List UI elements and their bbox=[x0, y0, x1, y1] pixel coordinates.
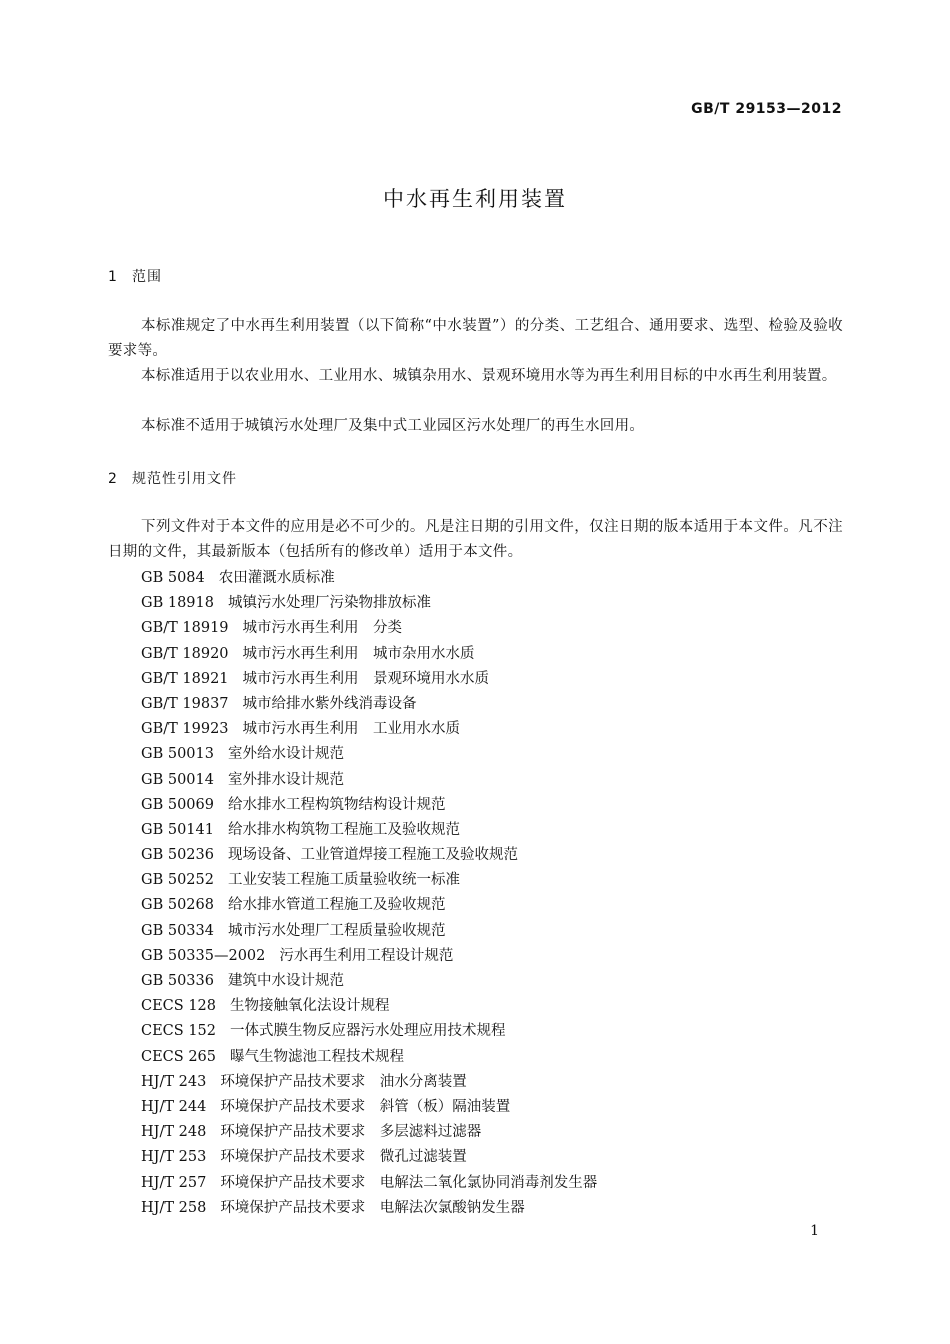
reference-item bbox=[141, 893, 597, 918]
reference-item bbox=[141, 616, 597, 641]
standard-code: GB/T 29153—2012 bbox=[691, 101, 842, 117]
reference-title: 生物接触氧化法设计规程 bbox=[230, 998, 390, 1015]
reference-title: 城市给排水紫外线消毒设备 bbox=[242, 695, 417, 712]
reference-title: 城市污水再生利用 工业用水水质 bbox=[242, 721, 461, 738]
reference-item bbox=[141, 566, 597, 591]
reference-item bbox=[141, 667, 597, 692]
reference-item bbox=[141, 843, 597, 868]
reference-title: 现场设备、工业管道焊接工程施工及验收规范 bbox=[227, 847, 518, 864]
reference-item bbox=[141, 793, 597, 818]
reference-code: HJ/T 253 bbox=[141, 1149, 207, 1166]
reference-code: GB/T 18921 bbox=[141, 670, 229, 687]
reference-title: 环境保护产品技术要求 电解法二氧化氯协同消毒剂发生器 bbox=[220, 1174, 598, 1191]
reference-code: GB 50268 bbox=[141, 897, 214, 914]
reference-title: 环境保护产品技术要求 斜管（板）隔油装置 bbox=[220, 1098, 511, 1115]
reference-code: GB 50334 bbox=[141, 922, 214, 939]
paragraph: 本标准适用于以农业用水、工业用水、城镇杂用水、景观环境用水等为再生利用目标的中水再生利用装置。 bbox=[141, 368, 837, 384]
reference-item bbox=[141, 1120, 597, 1145]
reference-title: 城市污水再生利用 分类 bbox=[242, 620, 403, 637]
reference-title: 污水再生利用工程设计规范 bbox=[279, 947, 454, 964]
reference-code: HJ/T 248 bbox=[141, 1124, 207, 1141]
reference-list bbox=[141, 566, 597, 1221]
reference-code: GB 50336 bbox=[141, 973, 214, 989]
reference-title: 给水排水构筑物工程施工及验收规范 bbox=[227, 821, 460, 838]
reference-code: HJ/T 257 bbox=[141, 1174, 207, 1191]
reference-item bbox=[141, 1095, 597, 1120]
reference-title: 建筑中水设计规范 bbox=[227, 973, 344, 989]
paragraph: 下列文件对于本文件的应用是必不可少的。凡是注日期的引用文件，仅注日期的版本适用于本文件。凡不注日期的文件，其最新版本（包括所有的修改单）适用于本文件。 bbox=[108, 519, 843, 560]
reference-item bbox=[141, 717, 597, 742]
reference-item bbox=[141, 742, 597, 767]
reference-title: 给水排水管道工程施工及验收规范 bbox=[227, 897, 446, 914]
reference-title: 室外给水设计规范 bbox=[227, 746, 344, 763]
reference-code: CECS 128 bbox=[141, 998, 216, 1015]
reference-code: GB 50014 bbox=[141, 771, 214, 788]
section-title: 范围 bbox=[132, 269, 162, 285]
reference-code: GB 50335—2002 bbox=[141, 947, 266, 964]
reference-code: GB/T 18920 bbox=[141, 645, 229, 662]
page-number: 1 bbox=[810, 1223, 819, 1239]
reference-code: GB 50236 bbox=[141, 847, 214, 864]
reference-item bbox=[141, 868, 597, 893]
reference-title: 工业安装工程施工质量验收统一标准 bbox=[227, 872, 460, 889]
reference-item bbox=[141, 1045, 597, 1070]
document-title: 中水再生利用装置 bbox=[383, 187, 567, 211]
section-2-heading bbox=[108, 468, 237, 488]
section-1-heading bbox=[108, 266, 162, 286]
reference-item bbox=[141, 944, 597, 969]
reference-item bbox=[141, 919, 597, 944]
reference-code: HJ/T 258 bbox=[141, 1199, 207, 1216]
reference-title: 环境保护产品技术要求 电解法次氯酸钠发生器 bbox=[220, 1199, 525, 1216]
reference-item bbox=[141, 1145, 597, 1170]
reference-title: 环境保护产品技术要求 多层滤料过滤器 bbox=[220, 1124, 482, 1141]
reference-item bbox=[141, 969, 597, 994]
section-number: 1 bbox=[108, 269, 118, 285]
reference-code: HJ/T 244 bbox=[141, 1098, 207, 1115]
reference-item bbox=[141, 642, 597, 667]
paragraph: 本标准不适用于城镇污水处理厂及集中式工业园区污水处理厂的再生水回用。 bbox=[141, 418, 645, 434]
reference-title: 城市污水处理厂工程质量验收规范 bbox=[227, 922, 446, 939]
reference-item bbox=[141, 591, 597, 616]
reference-item bbox=[141, 768, 597, 793]
reference-code: GB/T 19837 bbox=[141, 695, 229, 712]
reference-code: HJ/T 243 bbox=[141, 1073, 207, 1090]
reference-code: GB 50069 bbox=[141, 796, 214, 813]
reference-title: 给水排水工程构筑物结构设计规范 bbox=[227, 796, 446, 813]
reference-item bbox=[141, 692, 597, 717]
reference-item bbox=[141, 1019, 597, 1044]
reference-item bbox=[141, 994, 597, 1019]
reference-item bbox=[141, 1070, 597, 1095]
reference-code: GB/T 18919 bbox=[141, 620, 229, 637]
reference-title: 曝气生物滤池工程技术规程 bbox=[230, 1048, 404, 1065]
reference-code: GB 5084 bbox=[141, 570, 205, 586]
reference-item bbox=[141, 1171, 597, 1196]
reference-title: 城镇污水处理厂污染物排放标准 bbox=[227, 595, 431, 612]
reference-item bbox=[141, 818, 597, 843]
section-title: 规范性引用文件 bbox=[132, 471, 237, 487]
reference-title: 城市污水再生利用 景观环境用水水质 bbox=[242, 670, 490, 687]
reference-title: 室外排水设计规范 bbox=[227, 771, 344, 788]
reference-code: GB 18918 bbox=[141, 595, 214, 612]
reference-code: GB 50252 bbox=[141, 872, 214, 889]
reference-title: 城市污水再生利用 城市杂用水水质 bbox=[242, 645, 475, 662]
reference-code: CECS 152 bbox=[141, 1023, 216, 1040]
reference-code: GB 50013 bbox=[141, 746, 214, 763]
section-number: 2 bbox=[108, 471, 118, 487]
reference-code: GB/T 19923 bbox=[141, 721, 229, 738]
reference-title: 环境保护产品技术要求 油水分离装置 bbox=[220, 1073, 467, 1090]
reference-item bbox=[141, 1196, 597, 1221]
reference-title: 环境保护产品技术要求 微孔过滤装置 bbox=[220, 1149, 467, 1166]
reference-title: 一体式膜生物反应器污水处理应用技术规程 bbox=[230, 1023, 506, 1040]
reference-code: CECS 265 bbox=[141, 1048, 216, 1065]
reference-title: 农田灌溉水质标准 bbox=[218, 570, 335, 586]
paragraph: 本标准规定了中水再生利用装置（以下简称“中水装置”）的分类、工艺组合、通用要求、选型、检验及验收要求等。 bbox=[108, 318, 843, 359]
reference-code: GB 50141 bbox=[141, 821, 214, 838]
